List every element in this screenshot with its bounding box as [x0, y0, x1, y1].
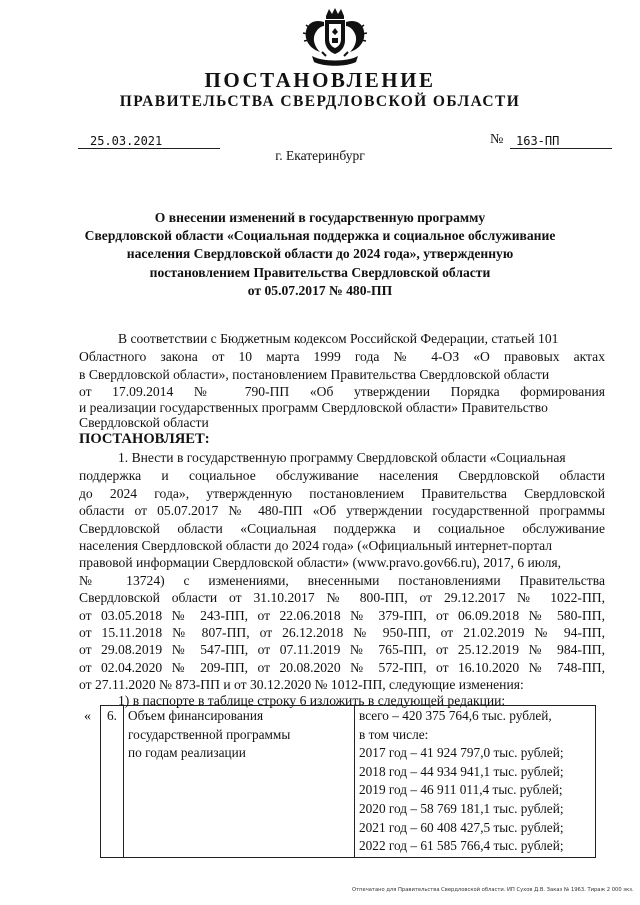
heading-line: от 05.07.2017 № 480-ПП	[247, 282, 393, 298]
heading-line: О внесении изменений в государственную программу	[154, 210, 486, 225]
item-line: правовой информации Свердловской области» (www.pravo.gov66.ru), 2017, 6 июля,	[79, 555, 562, 570]
document-number: 163-ПП	[510, 134, 612, 149]
value-line: 2021 год – 60 408 427,5 тыс. рублей;	[359, 819, 564, 835]
number-label: №	[490, 132, 504, 147]
item-line: № 13724) с изменениями, внесенными постановлениями Правительства	[79, 573, 605, 588]
document-title: ПОСТАНОВЛЕНИЕ	[204, 68, 436, 92]
item-line: от 15.11.2018 № 807-ПП, от 26.12.2018 № 950-ПП, от 21.02.2019 № 94-ПП,	[79, 625, 605, 640]
preamble-line: Областного закона от 10 марта 1999 года № 4-ОЗ «О правовых актах	[79, 349, 605, 364]
value-line: 2022 год – 61 585 766,4 тыс. рублей;	[359, 838, 564, 854]
table-row	[101, 706, 596, 858]
item-line: от 27.11.2020 № 873-ПП и от 30.12.2020 № 1012-ПП, следующие изменения:	[79, 677, 524, 692]
coat-of-arms-emblem	[300, 6, 370, 70]
preamble-line: в Свердловской области», постановлением Правительства Свердловской области	[79, 367, 550, 382]
subitem-line: 1) в паспорте в таблице строку 6 изложить в следующей редакции:	[118, 693, 506, 708]
document-date: 25.03.2021	[78, 134, 220, 149]
resolves-heading: ПОСТАНОВЛЯЕТ:	[79, 431, 210, 447]
document-issuer: ПРАВИТЕЛЬСТВА СВЕРДЛОВСКОЙ ОБЛАСТИ	[119, 93, 521, 110]
item-line: населения Свердловской области до 2024 года» («Официальный интернет-портал	[79, 538, 553, 553]
heading-line: населения Свердловской области до 2024 года», утвержденную	[126, 246, 514, 262]
heading-line: Свердловской области «Социальная поддержка и социальное обслуживание	[84, 228, 556, 244]
label-line: государственной программы	[128, 726, 291, 742]
preamble-line: Свердловской области	[79, 415, 209, 430]
value-line: 2018 год – 44 934 941,1 тыс. рублей;	[359, 763, 564, 779]
value-line: 2017 год – 41 924 797,0 тыс. рублей;	[359, 745, 564, 761]
value-line: в том числе:	[359, 726, 429, 742]
label-line: Объем финансирования	[128, 708, 264, 723]
passport-table	[100, 705, 596, 858]
label-line: по годам реализации	[128, 745, 246, 761]
preamble-line: В соответствии с Бюджетным кодексом Российской Федерации, статьей 101	[118, 331, 559, 346]
value-line: всего – 420 375 764,6 тыс. рублей,	[359, 708, 552, 723]
document-city: г. Екатеринбург	[275, 148, 365, 163]
item-line: области от 05.07.2017 № 480-ПП «Об утверждении государственной программы	[79, 503, 605, 518]
print-footer: Отпечатано для Правительства Свердловской области. ИП Сухов Д.В. Заказ № 1963. Тираж 2 000 экз.	[352, 887, 634, 893]
value-line: 2019 год – 46 911 011,4 тыс. рублей;	[359, 782, 563, 798]
document-heading	[60, 209, 580, 300]
item-line: поддержка и социальное обслуживание населения Свердловской области	[79, 468, 605, 483]
item-line: Свердловской области от 31.10.2017 № 800-ПП, от 29.12.2017 № 1022-ПП,	[79, 590, 605, 605]
row-number-cell: 6.	[101, 706, 124, 858]
open-quote: «	[84, 709, 91, 724]
row-value-cell	[355, 706, 596, 858]
value-line: 2020 год – 58 769 181,1 тыс. рублей;	[359, 800, 564, 816]
row-label-cell	[124, 706, 355, 858]
item-line: от 02.04.2020 № 209-ПП, от 20.08.2020 № 572-ПП, от 16.10.2020 № 748-ПП,	[79, 660, 605, 675]
item-line: от 03.05.2018 № 243-ПП, от 22.06.2018 № 379-ПП, от 06.09.2018 № 580-ПП,	[79, 608, 605, 623]
item-line: Свердловской области «Социальная поддержка и социальное обслуживание	[79, 521, 605, 536]
item-line: до 2024 года», утвержденную постановлением Правительства Свердловской	[79, 486, 605, 501]
preamble-line: от 17.09.2014 № 790-ПП «Об утверждении Порядка формирования	[79, 384, 605, 399]
heading-line: постановлением Правительства Свердловской области	[149, 264, 491, 280]
item-line: от 29.08.2019 № 547-ПП, от 07.11.2019 № 765-ПП, от 25.12.2019 № 984-ПП,	[79, 642, 605, 657]
preamble-line: и реализации государственных программ Свердловской области» Правительство	[79, 400, 548, 415]
item-line: 1. Внести в государственную программу Свердловской области «Социальная	[118, 450, 566, 465]
